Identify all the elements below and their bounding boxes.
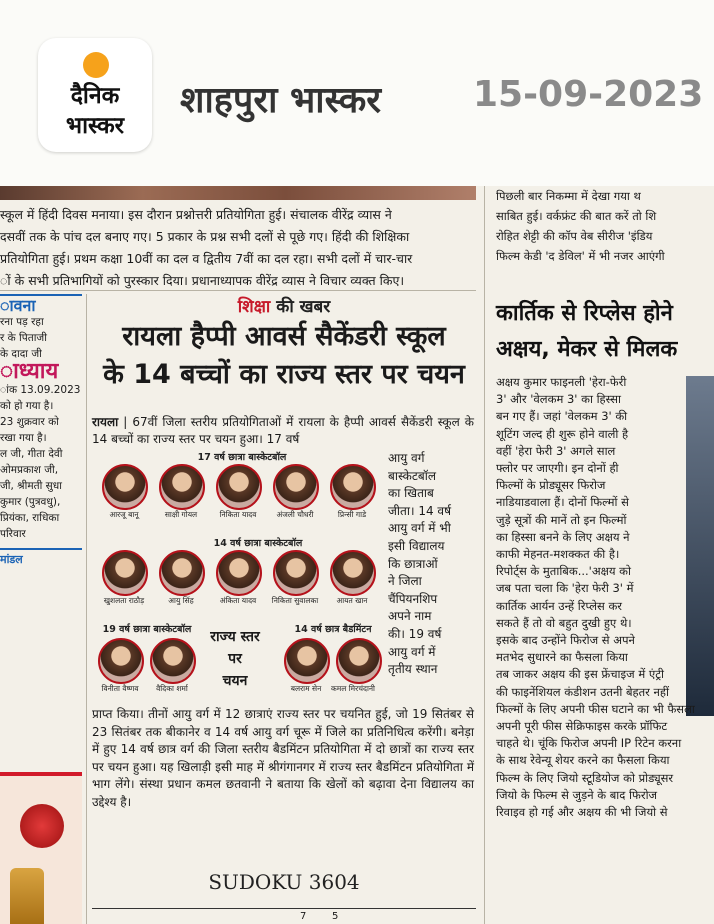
right-body-line: अक्षय कुमार फाइनली 'हेरा-फेरी bbox=[496, 375, 627, 389]
left-line: रखा गया है। bbox=[0, 432, 47, 444]
top-story-line: ों के सभी प्रतिभागियों को पुरस्कार दिया। प्रधानाध्यापक वीरेंद्र व्यास ने विचार व्यक्त किए। bbox=[0, 273, 405, 288]
student-name: आरजू बानू bbox=[109, 510, 139, 519]
right-body-line: 3' और 'वेलकम 3' का हिस्सा bbox=[496, 392, 621, 407]
logo-line2: भास्कर bbox=[65, 113, 125, 139]
left-footer: मांडल bbox=[0, 548, 82, 568]
right-headline bbox=[496, 296, 714, 368]
left-line: जी, श्रीमती सुधा bbox=[0, 480, 62, 492]
side-line: बास्केटबॉल bbox=[388, 468, 436, 483]
right-top-line: पिछली बार निकम्मा में देखा गया थ bbox=[496, 189, 641, 203]
student-photo bbox=[159, 550, 205, 596]
rajya-line: राज्य स्तर bbox=[210, 629, 260, 645]
kicker-part-a: शिक्षा bbox=[237, 297, 271, 317]
right-body-line: नाडियाडवाला हैं। दोनों फिल्मों से bbox=[496, 495, 629, 510]
right-body-line: रिपोर्ट्स के मुताबिक...'अक्षय को bbox=[496, 564, 631, 579]
right-body-line: इसके बाद उन्होंने फिरोज से अपने bbox=[496, 633, 635, 648]
left-line: के दादा जी bbox=[0, 348, 42, 360]
headline-line: रायला हैप्पी आवर्स सैकेंडरी स्कूल bbox=[122, 321, 446, 352]
student-name: आयत खान bbox=[336, 596, 368, 605]
student-name: कमल मिरचंदानी bbox=[330, 684, 375, 693]
group-label: 19 वर्ष छात्रा बास्केटबॉल bbox=[102, 624, 192, 635]
student-name: अंजली चौधरी bbox=[276, 510, 314, 519]
right-body-line: बन गए हैं। जहां 'वेलकम 3' की bbox=[496, 409, 628, 424]
right-top-line: फिल्म केडी 'द डेविल' में भी नजर आएंगी bbox=[496, 249, 665, 263]
side-line: ने जिला bbox=[388, 574, 422, 589]
student-photo bbox=[330, 550, 376, 596]
side-line: तृतीय स्थान bbox=[388, 662, 438, 677]
student-name: वैदिका शर्मा bbox=[156, 684, 188, 693]
left-line: परिवार bbox=[0, 528, 26, 540]
edition-date: 15-09-2023 bbox=[473, 74, 704, 115]
student-photo bbox=[150, 638, 196, 684]
student-photo bbox=[273, 464, 319, 510]
top-story-line: दसवीं तक के पांच दल बनाए गए। 5 प्रकार के प्रश्न सभी दलों से पूछे गए। हिंदी की शिक्षिका bbox=[0, 229, 410, 244]
left-line: को हो गया है। bbox=[0, 400, 54, 412]
side-line: जीता। 14 वर्ष bbox=[388, 503, 452, 518]
sudoku-title: SUDOKU 3604 bbox=[208, 870, 360, 894]
right-top-line: रोहित शेट्टी की कॉप वेब सीरीज 'इंडिय bbox=[496, 229, 653, 243]
top-story bbox=[0, 204, 476, 292]
dateline: रायला bbox=[92, 415, 119, 429]
student-name: निकिता सुवालका bbox=[271, 596, 319, 605]
article-body: प्राप्त किया। तीनों आयु वर्ग में 12 छात्राएं राज्य स्तर पर चयनित हुई, जो 19 सितंबर से 23 सितंबर तक बीकानेर व 14 वर्ष आयु वर्ग चूरू में जिले का प्रतिनिधित्व करेंगी। बनेड़ा में हुए 14 वर्ष छात्र वर्ग की जिला स्तरीय बैडमिंटन प्रतियोगिता में दो छात्रों का राज्य स्तर पर चयन हुआ। यह खिलाड़ी इसी माह में श्रीगंगानगर में राज्य स्तर बैडमिंटन प्रतियोगिता में भाग लेंगे। संस्था प्रधान कमल छतवानी ने बताया कि खेलों को बढ़ावा देना विद्यालय का उद्देश्य है। bbox=[92, 707, 474, 809]
student-name: बलराम सेन bbox=[290, 684, 322, 693]
student-name: अंकिता यादव bbox=[219, 596, 257, 605]
left-line: रना पड़ रहा bbox=[0, 316, 44, 328]
side-line: चैंपियनशिप bbox=[388, 591, 438, 606]
right-body-line: तब जाकर अक्षय की इस फ्रेंचाइज में एंट्री bbox=[496, 667, 665, 682]
edition-title: शाहपुरा भास्कर bbox=[180, 80, 381, 121]
student-photo bbox=[159, 464, 205, 510]
student-photo bbox=[216, 464, 262, 510]
right-body-line: जियो के फिल्म से जुड़ने के बाद फिरोज bbox=[496, 787, 658, 802]
right-body-line: की फाइनेंशियल कंडीशन उतनी बेहतर नहीं bbox=[496, 684, 670, 699]
side-line: आयु वर्ग में भी bbox=[388, 521, 451, 536]
right-headline-line: कार्तिक से रिप्लेस होने bbox=[496, 301, 673, 326]
left-heading: ावना bbox=[0, 294, 82, 314]
right-body-line: कार्तिक आर्यन उन्हें रिप्लेस कर bbox=[496, 598, 622, 613]
rajya-line: चयन bbox=[222, 673, 248, 689]
student-photo bbox=[273, 550, 319, 596]
right-body-line: फिल्मों के लिए अपनी फीस घटाने का भी फैसला bbox=[496, 701, 695, 716]
student-name: साक्षी गोयल bbox=[164, 510, 198, 519]
top-photo-strip bbox=[0, 186, 476, 200]
side-line: अपने नाम bbox=[388, 609, 432, 624]
side-line: की। 19 वर्ष bbox=[388, 626, 442, 641]
right-body-line: चाहते थे। चूंकि फिरोज अपनी IP रिटेन करना bbox=[496, 736, 682, 751]
student-name: विनीता वैष्णव bbox=[101, 684, 139, 693]
right-body-line: फिल्म के लिए जियो स्टूडियोज को प्रोड्यूसर bbox=[496, 770, 674, 785]
student-photo bbox=[98, 638, 144, 684]
main-article bbox=[92, 294, 476, 924]
intro-text: | 67वीं जिला स्तरीय प्रतियोगिताओं में रायला के हैप्पी आवर्स सैकेंडरी स्कूल के 14 बच्चों का राज्य स्तर पर चयन हुआ। 17 वर्ष bbox=[92, 415, 474, 446]
left-heading2: ाध्याय bbox=[0, 359, 59, 384]
right-top-line: साबित हुई। वर्कफ्रंट की बात करें तो शि bbox=[496, 209, 657, 223]
student-photos bbox=[92, 450, 382, 704]
divider bbox=[0, 290, 476, 291]
right-top-story bbox=[496, 186, 714, 266]
tribute-ad bbox=[0, 772, 82, 924]
student-photo bbox=[102, 464, 148, 510]
sudoku-digit: 5 bbox=[332, 911, 339, 922]
left-line: प्रियंका, राधिका bbox=[0, 512, 60, 524]
left-line: ओमप्रकाश जी, bbox=[0, 464, 59, 476]
student-name: निकिता यादव bbox=[219, 510, 257, 519]
right-body-line: जब पता चला कि 'हेरा फेरी 3' में bbox=[496, 581, 634, 596]
group-label: 17 वर्ष छात्रा बास्केटबॉल bbox=[197, 452, 287, 463]
group-label: 14 वर्ष छात्र बैडमिंटन bbox=[294, 624, 372, 635]
article-headline bbox=[92, 318, 476, 394]
rajya-line: पर bbox=[228, 651, 242, 667]
group-label: 14 वर्ष छात्रा बास्केटबॉल bbox=[213, 538, 303, 549]
sudoku-digit: 7 bbox=[300, 911, 307, 922]
headline-line: के 14 बच्चों का राज्य स्तर पर चयन bbox=[103, 359, 465, 390]
student-name: खुशलता राठौड़ bbox=[103, 596, 145, 605]
left-line: 23 शुक्रवार को bbox=[0, 416, 59, 428]
student-photo bbox=[216, 550, 262, 596]
top-story-line: स्कूल में हिंदी दिवस मनाया। इस दौरान प्रश्नोत्तरी प्रतियोगिता हुई। संचालक वीरेंद्र व्यास ने bbox=[0, 207, 392, 222]
divider bbox=[484, 186, 485, 924]
article-kicker bbox=[92, 294, 476, 317]
right-body-line: रिवाइव हो गई और अक्षय की भी जियो से bbox=[496, 805, 668, 820]
sun-icon bbox=[83, 52, 109, 78]
kicker-part-b: की खबर bbox=[276, 297, 331, 317]
right-column bbox=[490, 186, 714, 924]
left-line: ांक 13.09.2023 bbox=[0, 384, 81, 396]
right-body-line: शूटिंग जल्द ही शुरू होने वाली है bbox=[496, 426, 629, 441]
side-line: कि छात्राओं bbox=[388, 556, 438, 571]
article-side-text bbox=[388, 450, 474, 679]
side-line: इसी विद्यालय bbox=[388, 538, 445, 553]
right-body-line: फिल्मों के प्रोड्यूसर फिरोज bbox=[496, 478, 606, 493]
actor-photo bbox=[686, 376, 714, 716]
dainik-bhaskar-logo[interactable] bbox=[38, 38, 152, 152]
divider bbox=[86, 294, 87, 924]
left-column bbox=[0, 294, 82, 924]
right-body-line: मतभेद सुधारने का फैसला किया bbox=[496, 650, 628, 665]
right-body-line: फ्लोर पर जाएगी। इन दोनों ही bbox=[496, 461, 619, 476]
left-line: र के पिताजी bbox=[0, 332, 47, 344]
student-photo bbox=[284, 638, 330, 684]
student-photo bbox=[102, 550, 148, 596]
student-photo bbox=[330, 464, 376, 510]
right-body-line: जुड़े सूत्रों की मानें तो इन फिल्मों bbox=[496, 512, 627, 527]
right-body-line: सकते हैं तो वो बहुत दुखी हुए थे। bbox=[496, 615, 632, 630]
side-line: आयु वर्ग में bbox=[388, 644, 436, 659]
logo-line1: दैनिक bbox=[70, 83, 120, 109]
right-body-line: के साथ रेवेन्यू शेयर करने का फैसला किया bbox=[496, 753, 670, 768]
student-name: आयु सिंह bbox=[168, 596, 194, 605]
newspaper-page[interactable] bbox=[0, 186, 714, 924]
student-photo bbox=[336, 638, 382, 684]
left-line: कुमार (पुत्रवधु), bbox=[0, 496, 61, 508]
app-header bbox=[0, 0, 714, 186]
side-line: आयु वर्ग bbox=[388, 451, 425, 465]
left-line: ल जी, गीता देवी bbox=[0, 448, 63, 460]
right-body-line: का हिस्सा बनने के लिए अक्षय ने bbox=[496, 529, 630, 544]
sudoku-grid[interactable] bbox=[92, 908, 476, 924]
top-story-line: प्रतियोगिता हुई। प्रथम कक्षा 10वीं का दल व द्वितीय 7वीं का दल रहा। सभी दलों में चार-चार bbox=[0, 251, 413, 266]
rajya-star-label bbox=[198, 626, 272, 692]
right-body-line: अपनी पूरी फीस सेक्रिफाइस करके प्रॉफिट bbox=[496, 719, 668, 734]
side-line: का खिताब bbox=[388, 486, 434, 501]
article-intro bbox=[92, 414, 474, 448]
right-body-line: काफी मेहनत-मशक्कत की है। bbox=[496, 547, 620, 562]
student-name: प्रिन्सी गाडे bbox=[337, 510, 367, 519]
lamp-icon bbox=[10, 868, 44, 924]
right-headline-line: अक्षय, मेकर से मिलक bbox=[496, 337, 678, 362]
flower-icon bbox=[20, 804, 64, 848]
right-article-body bbox=[496, 374, 695, 821]
right-body-line: वहीं 'हेरा फेरी 3' अगले साल bbox=[496, 443, 616, 458]
